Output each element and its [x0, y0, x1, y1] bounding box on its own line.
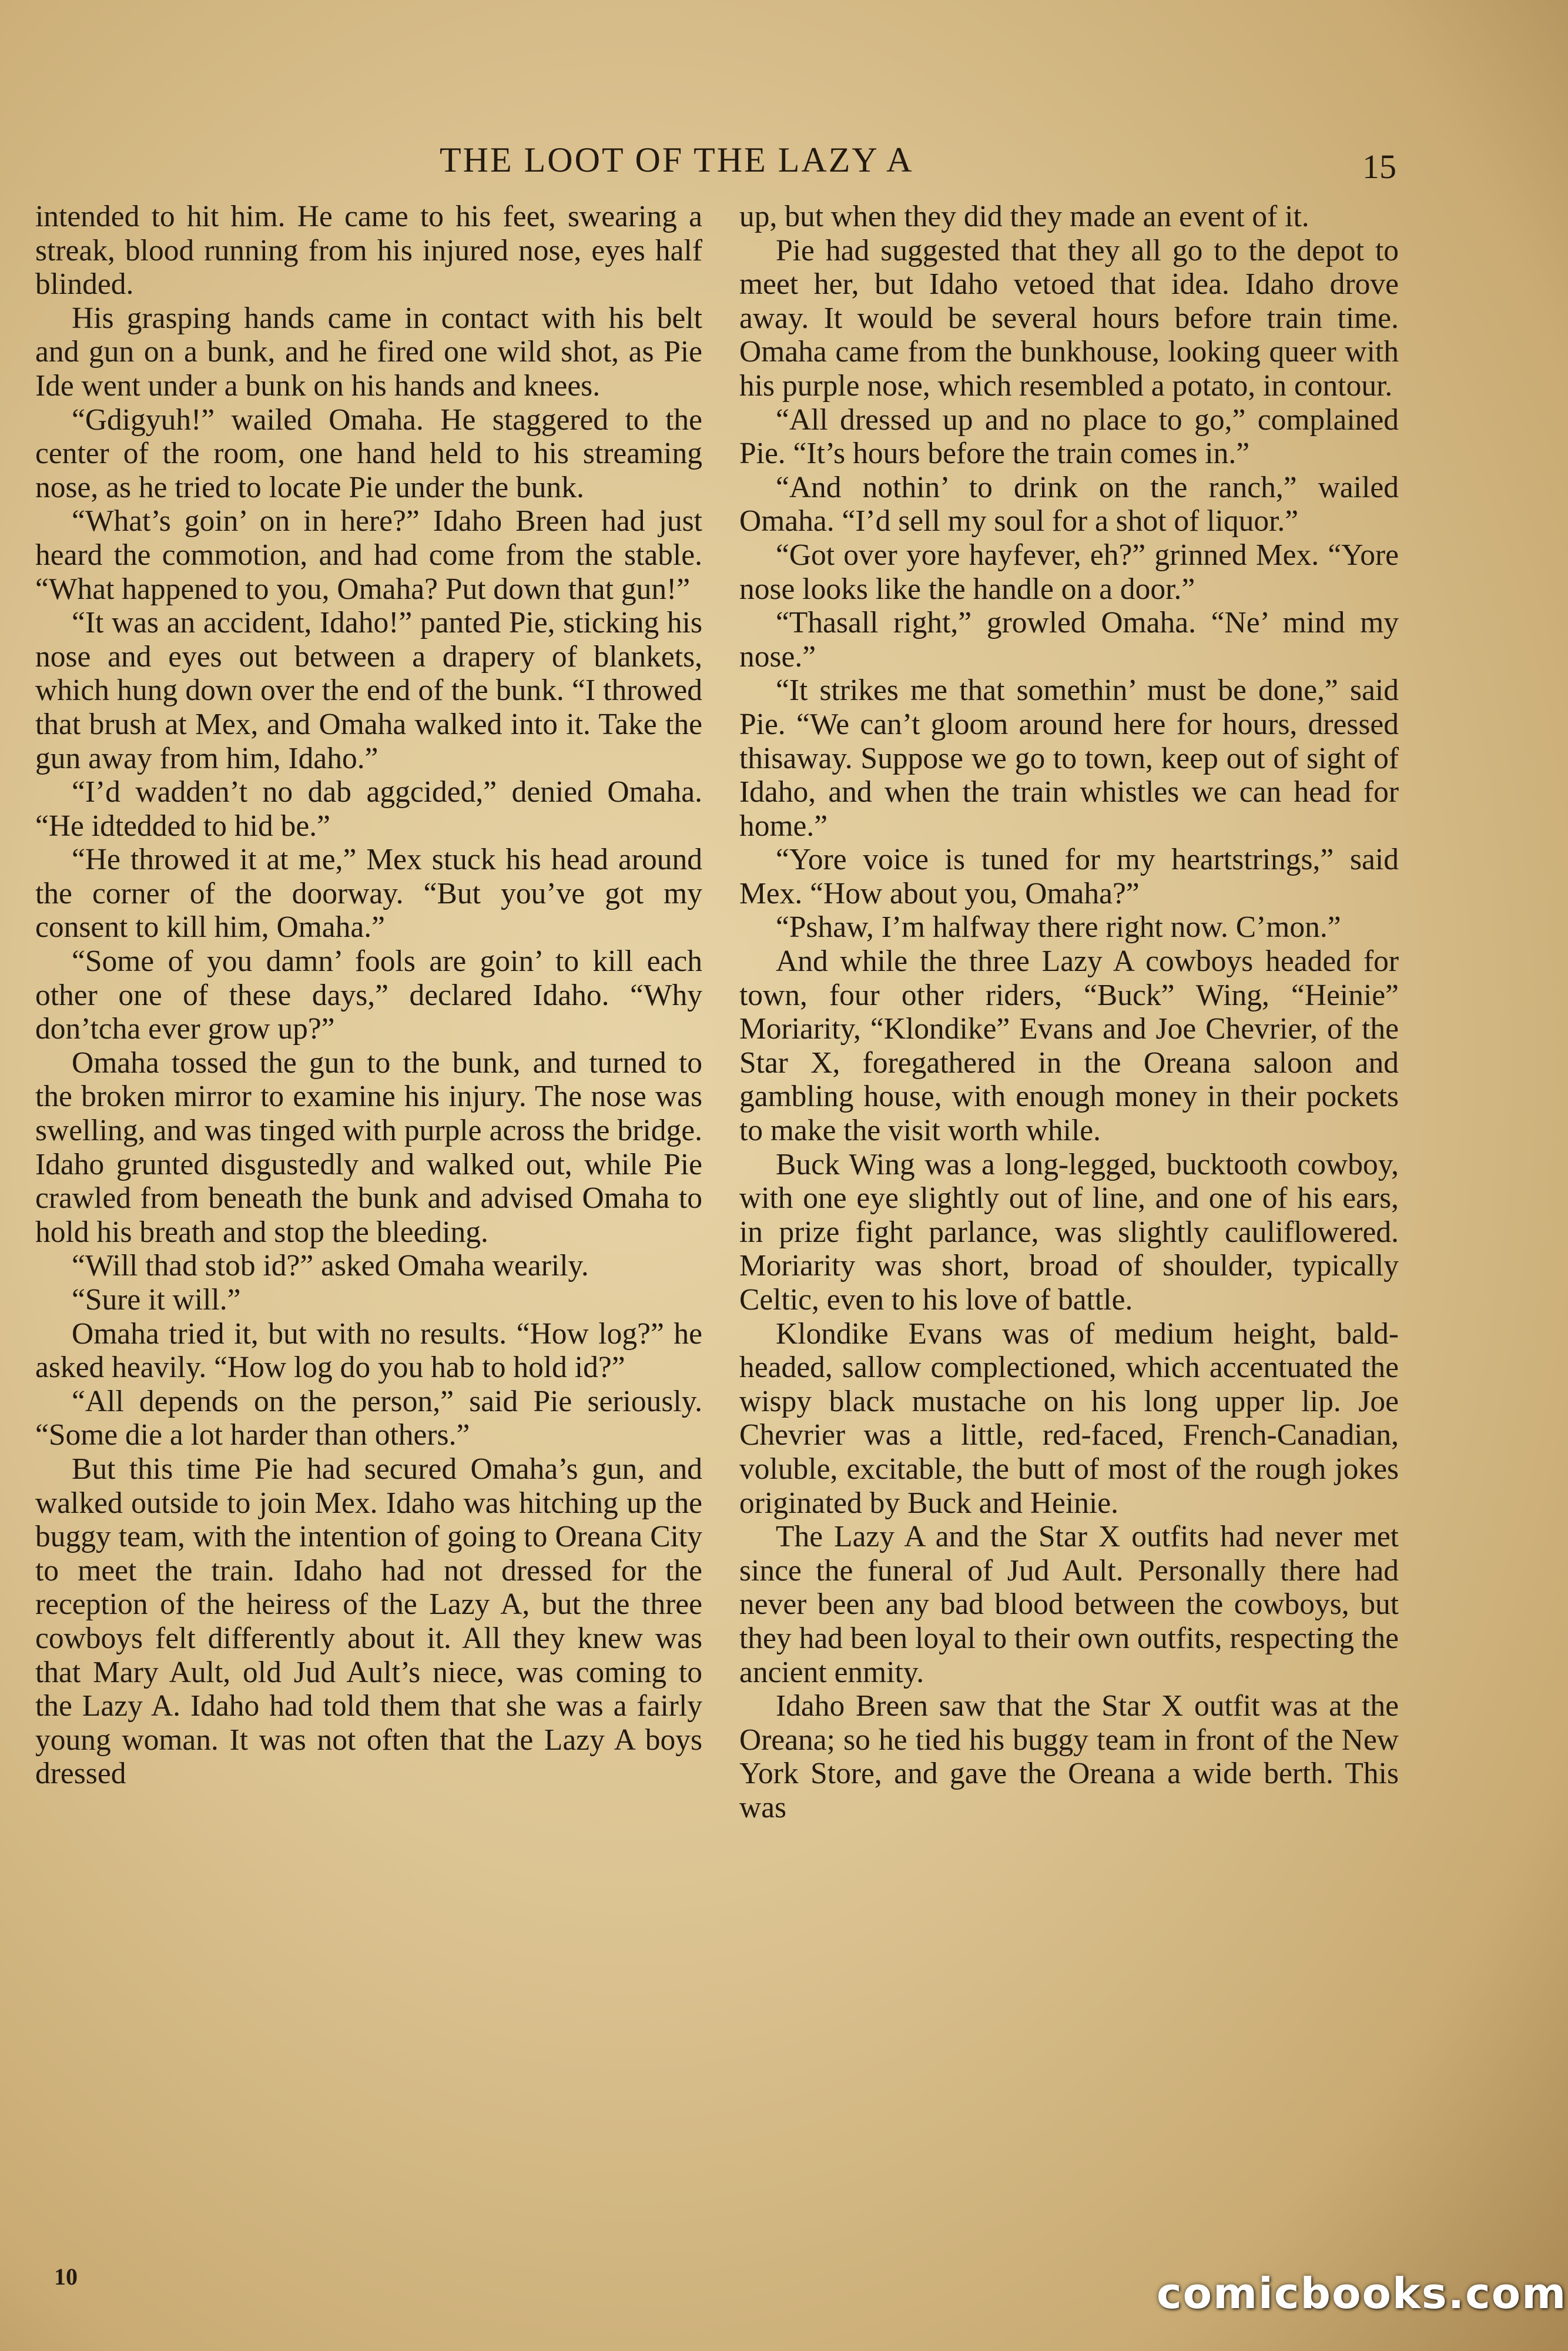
paragraph: Buck Wing was a long-legged, bucktooth cowboy, with one eye slightly out of line, and one of his ears, in prize fight parlance, was slightly cauliflowered. Moriarity was short, broad of shoulder, typically Celtic, even to his love of battle. [739, 1147, 1399, 1317]
paragraph: Omaha tried it, but with no results. “How log?” he asked heavily. “How log do you hab to hold id?” [35, 1317, 702, 1385]
paragraph: “Thasall right,” growled Omaha. “Ne’ mind my nose.” [739, 606, 1399, 674]
paragraph: Idaho Breen saw that the Star X outfit was at the Oreana; so he tied his buggy team in front of the New York Store, and gave the Oreana a wide berth. This was [739, 1689, 1399, 1824]
page-number: 15 [1362, 148, 1396, 186]
paragraph: “Some of you damn’ fools are goin’ to kill each other one of these days,” declared Idaho. “Why don’tcha ever grow up?” [35, 945, 702, 1046]
paragraph: But this time Pie had secured Omaha’s gun, and walked outside to join Mex. Idaho was hitching up the buggy team, with the intention of going to Oreana City to meet the train. Idaho had not dressed for the reception of the heiress of the Lazy A, but the three cowboys felt differently about it. All they knew was that Mary Ault, old Jud Ault’s niece, was coming to the Lazy A. Idaho had told them that she was a fairly young woman. It was not often that the Lazy A boys dressed [35, 1452, 702, 1791]
paragraph: The Lazy A and the Star X outfits had never met since the funeral of Jud Ault. Personally there had never been any bad blood between the cowboys, but they had been loyal to their own outfits, respecting the ancient enmity. [739, 1520, 1399, 1689]
folio-number: 10 [54, 2263, 78, 2290]
paragraph: “Got over yore hayfever, eh?” grinned Mex. “Yore nose looks like the handle on a door.” [739, 538, 1399, 606]
paragraph: “He throwed it at me,” Mex stuck his head around the corner of the doorway. “But you’ve got my consent to kill him, Omaha.” [35, 843, 702, 945]
paragraph: “Pshaw, I’m halfway there right now. C’mon.” [776, 910, 1341, 945]
paragraph: “All dressed up and no place to go,” complained Pie. “It’s hours before the train comes in.” [739, 403, 1399, 471]
paragraph: “What’s goin’ on in here?” Idaho Breen had just heard the commotion, and had come from the stable. “What happened to you, Omaha? Put down that gun!” [35, 504, 702, 606]
paragraph: Pie had suggested that they all go to the depot to meet her, but Idaho vetoed that idea. Idaho drove away. It would be several hours before train time. Omaha came from the bunkhouse, looking queer with his purple nose, which resembled a potato, in contour. [739, 233, 1399, 403]
left-column [35, 200, 702, 1791]
paragraph: Klondike Evans was of medium height, bald-headed, sallow complectioned, which accentuated the wispy black mustache on his long upper lip. Joe Chevrier was a little, red-faced, French-Canadian, voluble, excitable, the butt of most of the rough jokes originated by Buck and Heinie. [739, 1317, 1399, 1520]
paragraph: Omaha tossed the gun to the bunk, and turned to the broken mirror to examine his injury. The nose was swelling, and was tinged with purple across the bridge. Idaho grunted disgustedly and walked out, while Pie crawled from beneath the bunk and advised Omaha to hold his breath and stop the bleeding. [35, 1046, 702, 1249]
paragraph: up, but when they did they made an event of it. [739, 200, 1309, 233]
paragraph: “I’d wadden’t no dab aggcided,” denied Omaha. “He idtedded to hid be.” [35, 775, 702, 843]
paragraph: “And nothin’ to drink on the ranch,” wailed Omaha. “I’d sell my soul for a shot of liquor.” [739, 470, 1399, 538]
paragraph: And while the three Lazy A cowboys headed for town, four other riders, “Buck” Wing, “Heinie” Moriarity, “Klondike” Evans and Joe Chevrier, of the Star X, foregathered in the Oreana saloon and gambling house, with enough money in their pockets to make the visit worth while. [739, 945, 1399, 1148]
paragraph: “Gdigyuh!” wailed Omaha. He staggered to the center of the room, one hand held to his streaming nose, as he tried to locate Pie under the bunk. [35, 403, 702, 504]
paragraph: His grasping hands came in contact with his belt and gun on a bunk, and he fired one wild shot, as Pie Ide went under a bunk on his hands and knees. [35, 301, 702, 403]
paragraph: “Will thad stob id?” asked Omaha wearily. [72, 1249, 589, 1283]
watermark: comicbooks.com [1157, 2269, 1567, 2318]
paragraph: intended to hit him. He came to his feet, swearing a streak, blood running from his injured nose, eyes half blinded. [35, 200, 702, 302]
paragraph: “All depends on the person,” said Pie seriously. “Some die a lot harder than others.” [35, 1384, 702, 1452]
running-title: THE LOOT OF THE LAZY A [440, 140, 914, 179]
paragraph: “It was an accident, Idaho!” panted Pie, sticking his nose and eyes out between a drapery of blankets, which hung down over the end of the bunk. “I throwed that brush at Mex, and Omaha walked into it. Take the gun away from him, Idaho.” [35, 606, 702, 775]
paragraph: “Yore voice is tuned for my heartstrings,” said Mex. “How about you, Omaha?” [739, 843, 1399, 910]
paragraph: “It strikes me that somethin’ must be done,” said Pie. “We can’t gloom around here for hours, dressed thisaway. Suppose we go to town, keep out of sight of Idaho, and when the train whistles we can head for home.” [739, 674, 1399, 843]
right-column [739, 200, 1399, 1825]
paragraph: “Sure it will.” [72, 1283, 241, 1317]
